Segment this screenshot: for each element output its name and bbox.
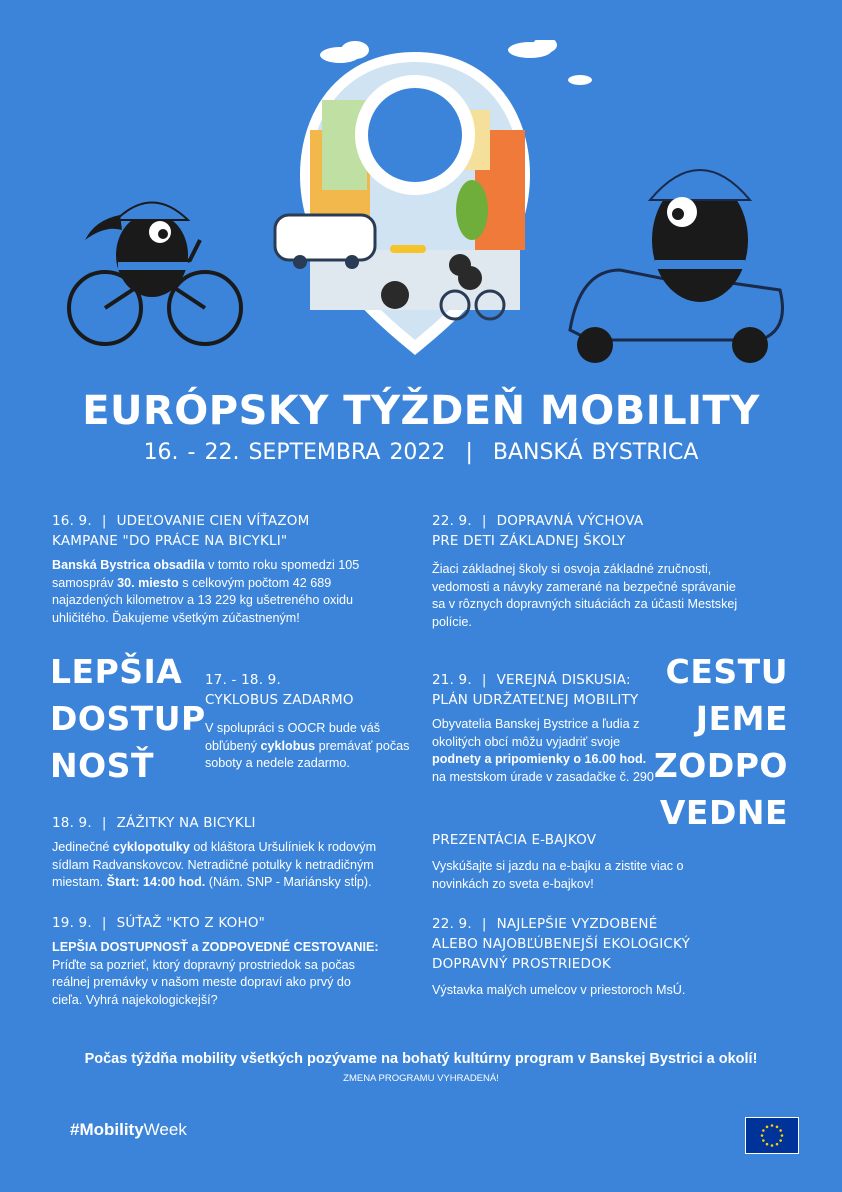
bold-text: Banská Bystrica obsadila [52, 558, 205, 572]
text: Jedinečné [52, 840, 113, 854]
event-title-line: PREZENTÁCIA E-BAJKOV [432, 832, 597, 848]
text: Žiaci základnej školy si osvoja základné zručnosti, vedomosti a návyky zamerané na bezpečné správanie sa v rôznych dopravných situáciách za účasti Mestskej polície. [432, 562, 738, 629]
event-heading: 19. 9. | SÚŤAŽ "KTO Z KOHO" [52, 915, 266, 931]
hashtag-bold: #Mobility [70, 1120, 144, 1139]
location-pin-icon [275, 52, 530, 355]
scooter-character-icon [570, 170, 783, 363]
event-title-line: PLÁN UDRŽATEĽNEJ MOBILITY [432, 692, 639, 708]
event-item [432, 830, 732, 893]
slogan-right [640, 648, 788, 836]
eu-star-icon [771, 1124, 774, 1127]
event-title-line: CYKLOBUS ZADARMO [205, 692, 354, 708]
text: Výstavka malých umelcov v priestoroch MsÚ. [432, 983, 686, 997]
text: premávať počas soboty a nedele zadarmo. [205, 738, 410, 770]
eu-star-icon [779, 1129, 782, 1132]
event-item [52, 813, 397, 892]
slogan-line: VEDNE [659, 793, 788, 832]
event-description [432, 858, 732, 893]
event-item [52, 913, 382, 1009]
eu-star-icon [762, 1139, 765, 1142]
eu-star-icon [771, 1144, 774, 1147]
eu-star-icon [761, 1134, 764, 1137]
event-city: BANSKÁ BYSTRICA [492, 440, 699, 465]
eu-star-icon [762, 1129, 765, 1132]
event-description [205, 720, 415, 773]
slogan-line: LEPŠIA [50, 652, 183, 691]
event-title-line: UDEĽOVANIE CIEN VÍŤAZOM [116, 513, 310, 529]
cloud-icon [508, 40, 557, 58]
event-date: 17. - 18. 9. [205, 672, 281, 688]
event-heading: 16. 9. | UDEĽOVANIE CIEN VÍŤAZOM KAMPANE "DO PRÁCE NA BICYKLI" [52, 513, 310, 549]
slogan-line: CESTU [665, 652, 788, 691]
footer-note: ZMENA PROGRAMU VYHRADENÁ! [343, 1073, 499, 1084]
text: V spolupráci s OOCR bude váš obľúbený [205, 721, 380, 753]
event-heading: 22. 9. | DOPRAVNÁ VÝCHOVA PRE DETI ZÁKLADNEJ ŠKOLY [432, 513, 644, 549]
event-title-line: ZÁŽITKY NA BICYKLI [116, 815, 256, 831]
bold-text: Štart: 14:00 hod. [106, 875, 206, 889]
hashtag [70, 1120, 187, 1140]
event-title-line: DOPRAVNÝ PROSTRIEDOK [432, 956, 611, 972]
event-heading: 18. 9. | ZÁŽITKY NA BICYKLI [52, 815, 256, 831]
text: Vyskúšajte si jazdu na e-bajku a zistite viac o novinkách zo sveta e-bajkov! [432, 859, 684, 891]
event-description [432, 716, 657, 786]
eu-star-icon [766, 1143, 769, 1146]
event-item [432, 670, 657, 786]
event-title-line: KAMPANE "DO PRÁCE NA BICYKLI" [52, 533, 288, 549]
event-title-line: SÚŤAŽ "KTO Z KOHO" [116, 915, 266, 931]
event-item [52, 511, 397, 627]
event-dates: 16. - 22. SEPTEMBRA 2022 [143, 440, 446, 465]
subtitle-separator: | [465, 440, 473, 465]
event-item [432, 511, 752, 631]
text: s celkovým počtom 42 689 najazdených kilometrov a 13 229 kg ušetreného oxidu uhličitého. Ďakujeme všetkým zúčastneným! [52, 575, 354, 625]
text: (Nám. SNP - Mariánsky stĺp). [205, 875, 372, 889]
slogan-line: ZODPO [653, 746, 788, 785]
bold-text: podnety a pripomienky o 16.00 hod. [432, 752, 647, 766]
slogan-left [50, 648, 206, 789]
eu-star-icon [779, 1139, 782, 1142]
event-heading [205, 670, 415, 710]
event-description [432, 982, 752, 1000]
cloud-icon [320, 41, 369, 63]
event-date: 19. 9. [52, 915, 92, 931]
eu-star-icon [781, 1134, 784, 1137]
slogan-line: DOSTUP [50, 699, 206, 738]
text: Príďte sa pozrieť, ktorý dopravný prostriedok sa počas reálnej premávky v našom meste dopraví ako prvý do cieľa. Vyhrá najekologickejší? [52, 957, 355, 1007]
event-date: 22. 9. [432, 513, 472, 529]
cloud-icon [568, 75, 592, 85]
event-description [52, 839, 397, 892]
event-date: 21. 9. [432, 672, 472, 688]
event-heading: 22. 9. | NAJLEPŠIE VYZDOBENÉ ALEBO NAJOBĽÚBENEJŠÍ EKOLOGICKÝ DOPRAVNÝ PROSTRIEDOK [432, 916, 691, 972]
slogan-line: NOSŤ [50, 746, 154, 785]
bold-text: cyklobus [260, 738, 316, 753]
event-description [52, 557, 397, 627]
cyclist-character-icon [69, 203, 241, 345]
event-date: 18. 9. [52, 815, 92, 831]
hero-illustration [60, 40, 790, 370]
bold-text: 30. miesto [117, 575, 179, 590]
event-date: 22. 9. [432, 916, 472, 932]
hashtag-rest: Week [143, 1120, 187, 1139]
text: na mestskom úrade v zasadačke č. 290 [432, 769, 654, 784]
eu-star-icon [776, 1126, 779, 1129]
page-subtitle [0, 440, 842, 465]
eu-flag-icon [745, 1117, 799, 1154]
slogan-line: JEME [695, 699, 788, 738]
bold-text: LEPŠIA DOSTUPNOSŤ a ZODPOVEDNÉ CESTOVANIE: [52, 940, 379, 954]
page-title: EURÓPSKY TÝŽDEŇ MOBILITY [82, 388, 760, 434]
event-description [52, 939, 382, 1009]
event-title-line: PRE DETI ZÁKLADNEJ ŠKOLY [432, 533, 626, 549]
event-title-line: ALEBO NAJOBĽÚBENEJŠÍ EKOLOGICKÝ [432, 936, 691, 952]
bold-text: cyklopotulky [112, 840, 190, 854]
event-title-line: DOPRAVNÁ VÝCHOVA [496, 513, 644, 529]
event-item [432, 914, 752, 1000]
event-item [205, 670, 415, 773]
footer-invite: Počas týždňa mobility všetkých pozývame na bohatý kultúrny program v Banskej Bystrici a okolí! [84, 1051, 758, 1067]
event-date: 16. 9. [52, 513, 92, 529]
event-heading: 21. 9. | VEREJNÁ DISKUSIA: PLÁN UDRŽATEĽNEJ MOBILITY [432, 672, 639, 708]
event-description [432, 561, 752, 631]
eu-star-icon [776, 1143, 779, 1146]
event-title-line: NAJLEPŠIE VYZDOBENÉ [496, 916, 658, 932]
text: Obyvatelia Banskej Bystrice a ľudia z okolitých obcí môžu vyjadriť svoje [432, 717, 640, 749]
eu-star-icon [766, 1126, 769, 1129]
text: od kláštora Uršulíniek k rodovým sídlam Radvanskovcov. Netradičné potulky k netradičným miestam. [52, 840, 377, 889]
event-title-line: VEREJNÁ DISKUSIA: [496, 672, 631, 688]
text: v tomto roku spomedzi 105 samospráv [52, 558, 360, 590]
